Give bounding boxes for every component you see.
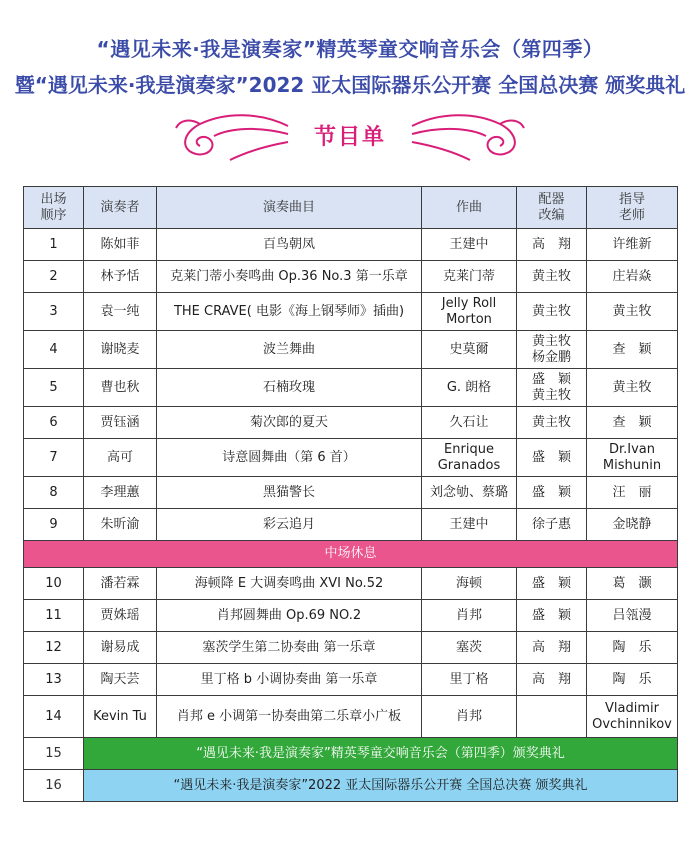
cell-performer: 潘若霖	[84, 568, 157, 600]
cell-arranger: 黄主牧	[517, 407, 587, 439]
cell-performer: 朱昕渝	[84, 509, 157, 541]
cell-piece: 石楠玫瑰	[157, 369, 422, 407]
cell-arranger: 黄主牧	[517, 261, 587, 293]
cell-composer: 史莫爾	[422, 331, 517, 369]
cell-performer: 林予恬	[84, 261, 157, 293]
cell-piece: 海顿降 E 大调奏鸣曲 XVI No.52	[157, 568, 422, 600]
table-row	[24, 509, 678, 541]
intermission-row	[24, 541, 678, 568]
cell-teacher: 庄岩焱	[587, 261, 678, 293]
cell-arranger: 盛 颖	[517, 439, 587, 477]
cell-performer: 谢晓麦	[84, 331, 157, 369]
table-row	[24, 696, 678, 738]
cell-arranger: 黄主牧 杨金鹏	[517, 331, 587, 369]
title-line-2: 暨“遇见未来·我是演奏家”2022 亚太国际器乐公开赛 全国总决赛 颁奖典礼	[14, 73, 686, 97]
cell-performer: 贾钰涵	[84, 407, 157, 439]
header-order: 出场 顺序	[24, 187, 84, 229]
cell-number: 5	[24, 369, 84, 407]
cell-piece: 诗意圆舞曲（第 6 首）	[157, 439, 422, 477]
table-header-row	[24, 187, 678, 229]
table-row	[24, 439, 678, 477]
cell-piece: 克莱门蒂小奏鸣曲 Op.36 No.3 第一乐章	[157, 261, 422, 293]
ceremony-number: 15	[24, 738, 84, 770]
cell-teacher: Vladimir Ovchinnikov	[587, 696, 678, 738]
cell-composer: Jelly Roll Morton	[422, 293, 517, 331]
cell-composer: 王建中	[422, 229, 517, 261]
cell-number: 9	[24, 509, 84, 541]
cell-number: 11	[24, 600, 84, 632]
cell-teacher: 黄主牧	[587, 293, 678, 331]
cell-performer: 曹也秋	[84, 369, 157, 407]
cell-performer: 谢易成	[84, 632, 157, 664]
cell-composer: 王建中	[422, 509, 517, 541]
cell-number: 2	[24, 261, 84, 293]
cell-piece: 塞茨学生第二协奏曲 第一乐章	[157, 632, 422, 664]
cell-performer: 贾姝瑶	[84, 600, 157, 632]
cell-arranger: 高 翔	[517, 664, 587, 696]
cell-performer: 高可	[84, 439, 157, 477]
cell-number: 1	[24, 229, 84, 261]
table-row	[24, 600, 678, 632]
table-row	[24, 261, 678, 293]
cell-number: 10	[24, 568, 84, 600]
table-row	[24, 331, 678, 369]
cell-teacher: Dr.Ivan Mishunin	[587, 439, 678, 477]
cell-composer: 刘念劬、蔡璐	[422, 477, 517, 509]
cell-performer: Kevin Tu	[84, 696, 157, 738]
ceremony-label: “遇见未来·我是演奏家”2022 亚太国际器乐公开赛 全国总决赛 颁奖典礼	[84, 770, 678, 802]
cell-composer: G. 朗格	[422, 369, 517, 407]
table-row	[24, 632, 678, 664]
header-performer: 演奏者	[84, 187, 157, 229]
cell-arranger: 盛 颖	[517, 568, 587, 600]
header-piece: 演奏曲目	[157, 187, 422, 229]
cell-teacher: 查 颖	[587, 331, 678, 369]
cell-composer: 里丁格	[422, 664, 517, 696]
cell-performer: 李理蕙	[84, 477, 157, 509]
ceremony-row	[24, 738, 678, 770]
cell-number: 6	[24, 407, 84, 439]
cell-composer: 久石让	[422, 407, 517, 439]
cell-piece: 黑猫警长	[157, 477, 422, 509]
cell-piece: 彩云追月	[157, 509, 422, 541]
cell-piece: 菊次郎的夏天	[157, 407, 422, 439]
table-row	[24, 293, 678, 331]
cell-piece: 肖邦 e 小调第一协奏曲第二乐章小广板	[157, 696, 422, 738]
ceremony-row	[24, 770, 678, 802]
cell-piece: 百鸟朝凤	[157, 229, 422, 261]
table-row	[24, 407, 678, 439]
cell-number: 12	[24, 632, 84, 664]
cell-composer: 海顿	[422, 568, 517, 600]
cell-teacher: 查 颖	[587, 407, 678, 439]
cell-number: 3	[24, 293, 84, 331]
table-row	[24, 477, 678, 509]
cell-number: 7	[24, 439, 84, 477]
title-line-1: “遇见未来·我是演奏家”精英琴童交响音乐会（第四季）	[96, 37, 604, 61]
cell-teacher: 吕瓴漫	[587, 600, 678, 632]
cell-piece: THE CRAVE( 电影《海上钢琴师》插曲)	[157, 293, 422, 331]
cell-piece: 里丁格 b 小调协奏曲 第一乐章	[157, 664, 422, 696]
cell-number: 13	[24, 664, 84, 696]
cell-arranger: 黄主牧	[517, 293, 587, 331]
cell-arranger: 徐子惠	[517, 509, 587, 541]
cell-number: 4	[24, 331, 84, 369]
table-row	[24, 568, 678, 600]
table-row	[24, 664, 678, 696]
ceremony-number: 16	[24, 770, 84, 802]
cell-teacher: 陶 乐	[587, 664, 678, 696]
cell-teacher: 葛 灏	[587, 568, 678, 600]
cell-arranger	[517, 696, 587, 738]
header-composer: 作曲	[422, 187, 517, 229]
cell-piece: 肖邦圆舞曲 Op.69 NO.2	[157, 600, 422, 632]
program-title: 节目单	[313, 125, 386, 150]
program-table	[23, 186, 678, 802]
header-teacher: 指导 老师	[587, 187, 678, 229]
cell-arranger: 盛 颖	[517, 600, 587, 632]
intermission-label: 中场休息	[24, 541, 678, 568]
cell-teacher: 金晓静	[587, 509, 678, 541]
cell-teacher: 汪 丽	[587, 477, 678, 509]
cell-composer: 肖邦	[422, 696, 517, 738]
header-arranger: 配器 改编	[517, 187, 587, 229]
table-row	[24, 369, 678, 407]
table-row	[24, 229, 678, 261]
cell-performer: 陈如菲	[84, 229, 157, 261]
cell-teacher: 许维新	[587, 229, 678, 261]
cell-performer: 袁一纯	[84, 293, 157, 331]
cell-piece: 波兰舞曲	[157, 331, 422, 369]
cell-teacher: 黄主牧	[587, 369, 678, 407]
cell-teacher: 陶 乐	[587, 632, 678, 664]
cell-composer: 克莱门蒂	[422, 261, 517, 293]
cell-composer: 肖邦	[422, 600, 517, 632]
cell-arranger: 盛 颖 黄主牧	[517, 369, 587, 407]
ceremony-label: “遇见未来·我是演奏家”精英琴童交响音乐会（第四季）颁奖典礼	[84, 738, 678, 770]
cell-number: 8	[24, 477, 84, 509]
cell-arranger: 高 翔	[517, 632, 587, 664]
cell-number: 14	[24, 696, 84, 738]
cell-arranger: 盛 颖	[517, 477, 587, 509]
cell-composer: Enrique Granados	[422, 439, 517, 477]
cell-arranger: 高 翔	[517, 229, 587, 261]
cell-performer: 陶天芸	[84, 664, 157, 696]
cell-composer: 塞茨	[422, 632, 517, 664]
